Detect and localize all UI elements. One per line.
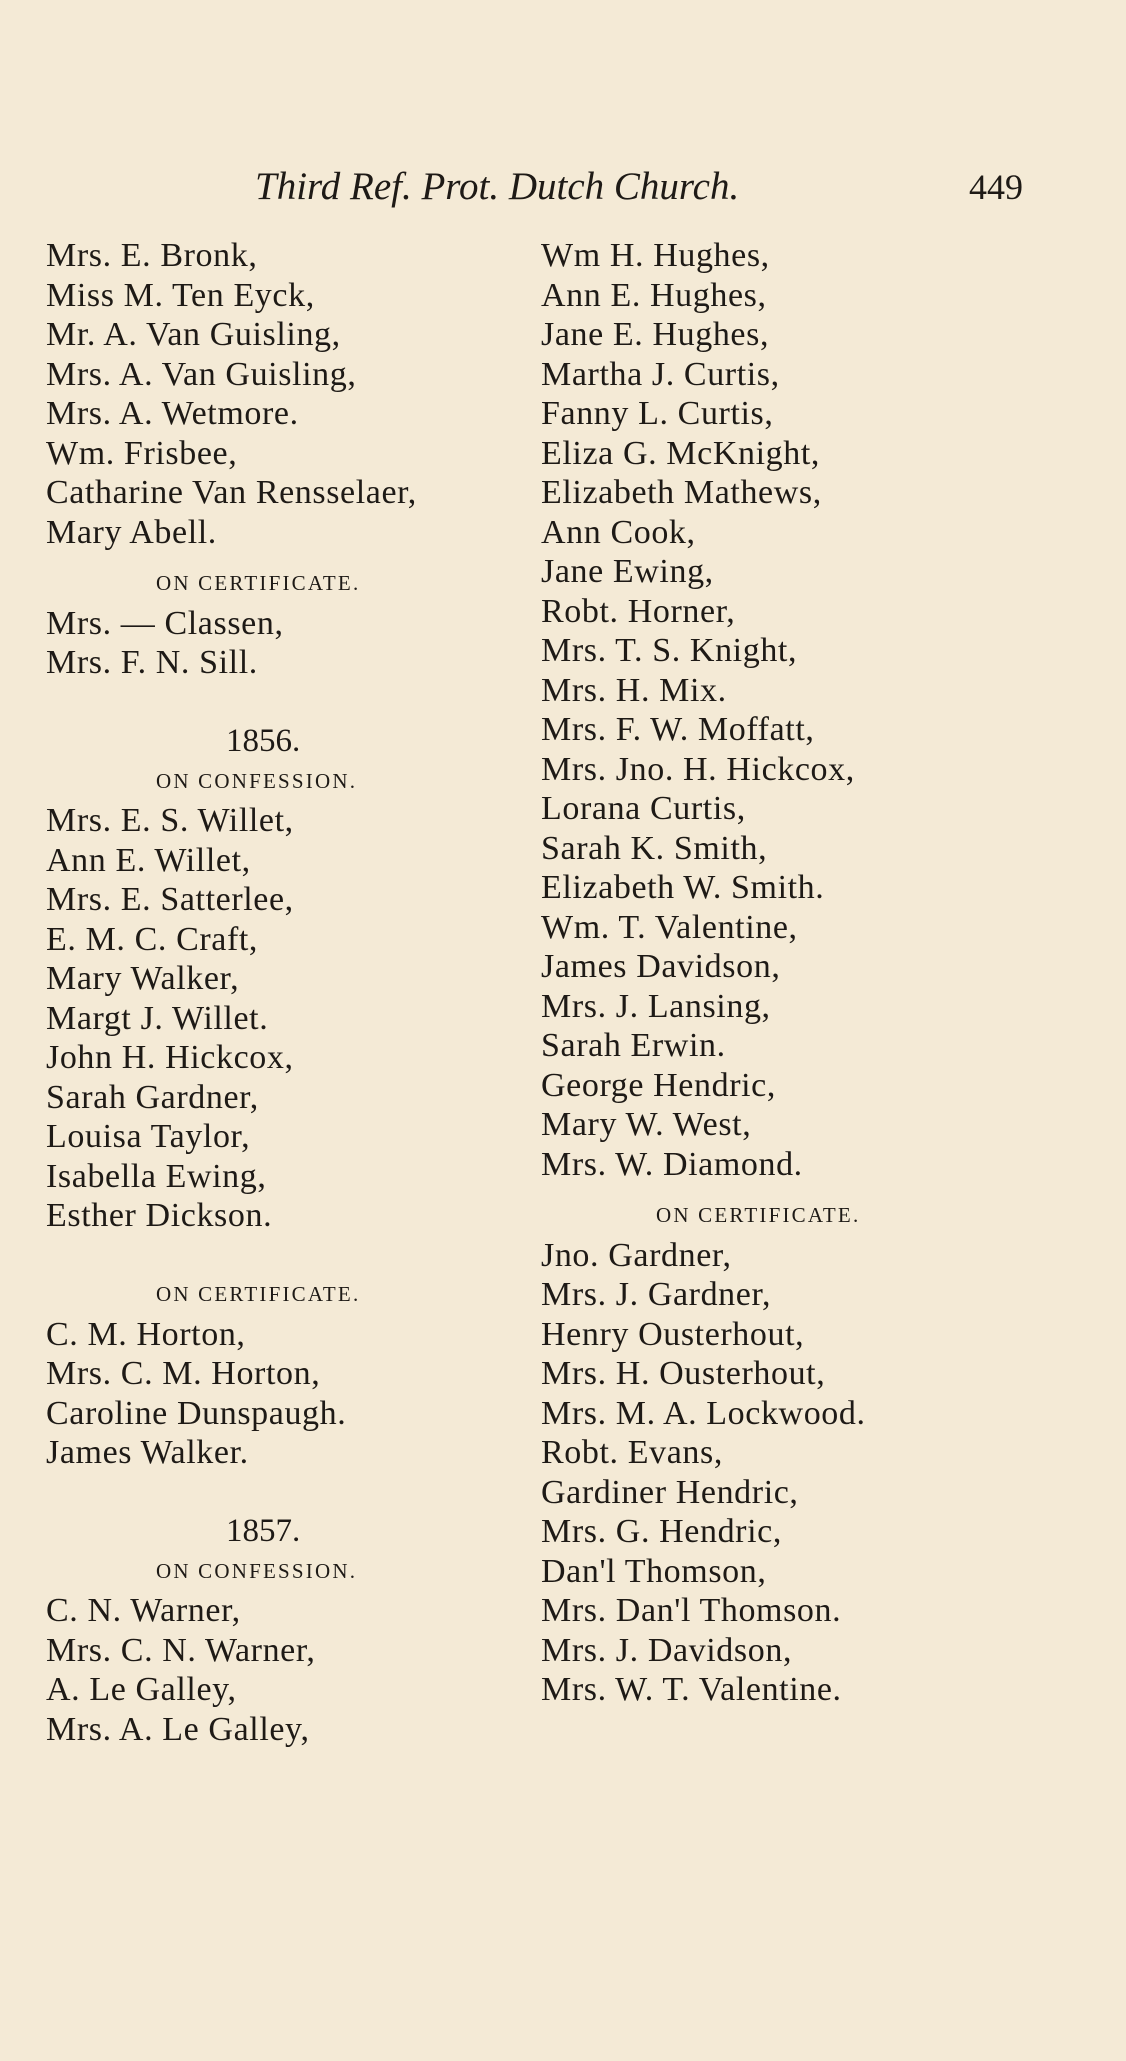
member-name: Gardiner Hendric, [541,1473,799,1511]
member-list [46,604,526,683]
member-name: Ann Cook, [541,513,696,551]
member-name: Mary W. West, [541,1106,752,1143]
member-list [541,236,1101,1184]
member-name: Henry Ousterhout, [541,1315,805,1353]
section-heading-on-certificate: ON CERTIFICATE. [656,1203,861,1227]
member-name: Wm. T. Valentine, [541,908,798,946]
section-heading-on-certificate: ON CERTIFICATE. [156,1282,361,1306]
member-name: Dan'l Thomson, [541,1552,767,1590]
member-name: James Walker. [46,1434,249,1471]
page-header [0,162,1126,212]
member-name: Mrs. A. Le Galley, [46,1710,310,1748]
member-name: Mrs. J. Davidson, [541,1631,793,1669]
member-name: Mrs. F. N. Sill. [46,644,258,681]
member-name: Mrs. C. N. Warner, [46,1631,316,1669]
member-name: Lorana Curtis, [541,790,746,827]
member-name: Mrs. E. Bronk, [46,237,258,274]
member-name: Ann E. Willet, [46,841,251,879]
member-name: E. M. C. Craft, [46,920,259,958]
member-name: C. M. Horton, [46,1315,246,1353]
page-number: 449 [969,167,1023,207]
member-list [46,1315,526,1473]
member-name: Sarah Erwin. [541,1027,726,1064]
member-list [541,1236,1101,1710]
member-name: Mrs. W. T. Valentine. [541,1671,842,1708]
member-name: Mrs. F. W. Moffatt, [541,711,815,748]
year-heading-1857: 1857. [226,1513,301,1549]
member-list [46,801,526,1236]
member-name: Mrs. H. Mix. [541,671,727,709]
member-name: Margt J. Willet. [46,999,269,1037]
member-name: Jane Ewing, [541,553,714,590]
member-name: Robt. Horner, [541,592,736,630]
member-name: Mrs. J. Lansing, [541,987,771,1025]
member-list [46,1591,526,1749]
left-column [46,236,526,1749]
member-name: Mr. A. Van Guisling, [46,316,341,353]
member-name: Jane E. Hughes, [541,316,770,353]
member-name: Mrs. Jno. H. Hickcox, [541,750,855,788]
member-name: Sarah K. Smith, [541,829,768,867]
member-name: Mrs. E. S. Willet, [46,802,294,839]
member-name: Mrs. T. S. Knight, [541,632,798,669]
member-name: Catharine Van Rensselaer, [46,474,417,511]
member-name: Mrs. — Classen, [46,604,284,642]
section-heading-on-confession: ON CONFESSION. [156,768,358,793]
member-name: Sarah Gardner, [46,1078,259,1116]
member-name: Jno. Gardner, [541,1236,732,1274]
section-heading-on-confession: ON CONFESSION. [156,1558,358,1583]
member-name: A. Le Galley, [46,1671,237,1708]
member-name: Esther Dickson. [46,1197,273,1234]
member-name: Mrs. A. Wetmore. [46,395,299,432]
member-name: James Davidson, [541,948,781,985]
member-name: Wm. Frisbee, [46,434,238,472]
member-name: Mary Abell. [46,513,217,551]
member-name: Mrs. G. Hendric, [541,1513,782,1550]
member-name: Fanny L. Curtis, [541,395,774,432]
member-name: Wm H. Hughes, [541,237,770,274]
member-name: Mrs. M. A. Lockwood. [541,1394,866,1432]
member-name: Mrs. W. Diamond. [541,1145,803,1183]
running-title: Third Ref. Prot. Dutch Church. [255,165,740,208]
member-name: Mary Walker, [46,960,240,997]
member-list [46,236,526,552]
member-name: Mrs. A. Van Guisling, [46,355,357,393]
year-heading-1856: 1856. [226,723,301,759]
member-name: Caroline Dunspaugh. [46,1394,347,1432]
member-name: Isabella Ewing, [46,1157,267,1195]
member-name: Mrs. Dan'l Thomson. [541,1592,842,1629]
member-name: Martha J. Curtis, [541,355,780,393]
member-name: Eliza G. McKnight, [541,434,820,472]
member-name: Robt. Evans, [541,1434,723,1471]
member-name: Ann E. Hughes, [541,276,767,314]
member-name: Elizabeth W. Smith. [541,869,825,906]
member-name: Mrs. H. Ousterhout, [541,1355,826,1392]
member-name: Mrs. C. M. Horton, [46,1355,321,1392]
right-column [541,236,1101,1710]
section-heading-on-certificate: ON CERTIFICATE. [156,571,361,595]
member-name: Mrs. E. Satterlee, [46,881,294,918]
member-name: John H. Hickcox, [46,1039,294,1076]
member-name: Miss M. Ten Eyck, [46,276,315,314]
member-name: C. N. Warner, [46,1592,241,1629]
member-name: Mrs. J. Gardner, [541,1276,772,1313]
member-name: Louisa Taylor, [46,1118,251,1155]
member-name: George Hendric, [541,1066,776,1104]
member-name: Elizabeth Mathews, [541,474,822,511]
